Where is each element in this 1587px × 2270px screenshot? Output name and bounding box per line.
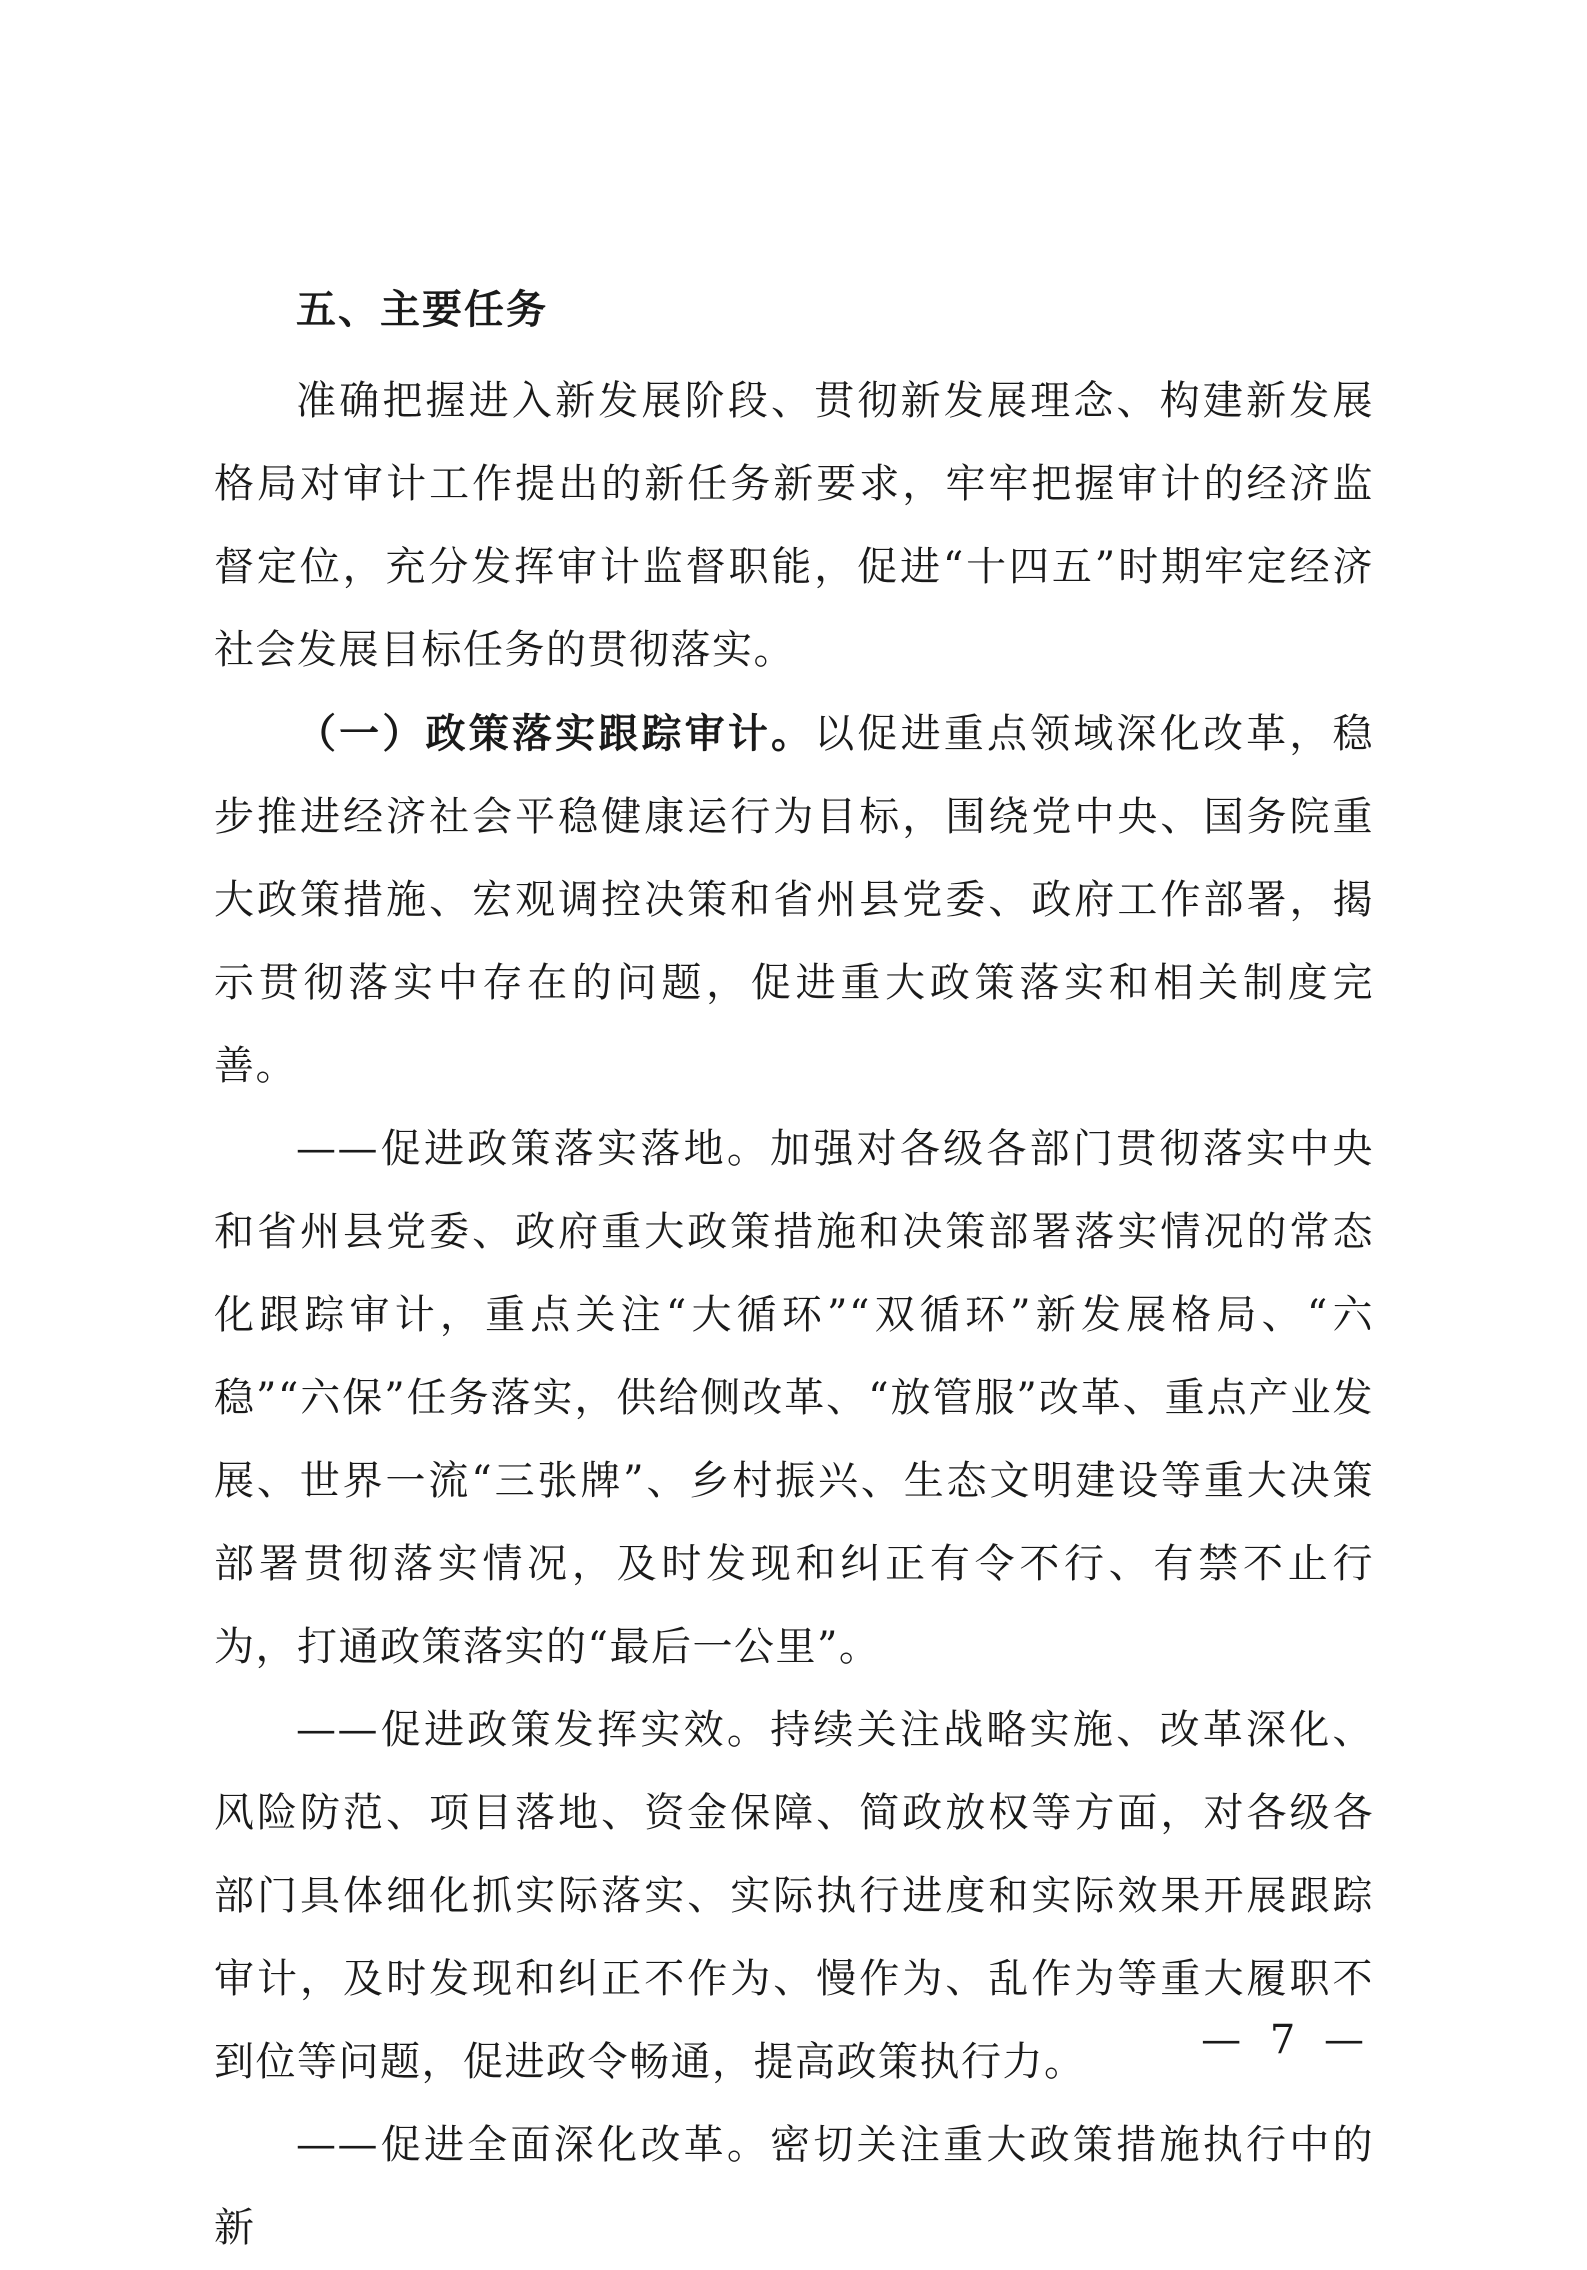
section-heading: 五、主要任务 [296, 287, 548, 333]
paragraph-text: ——促进政策发挥实效。持续关注战略实施、改革深化、风险防范、项目落地、资金保障、简政放权等方面，对各级各部门具体细化抓实际落实、实际执行进度和实际效果开展跟踪审计，及时发现和纠正不作为、慢作为、乱作为等重大履职不到位等问题，促进政令畅通，提高政策执行力。 [214, 1707, 1374, 2085]
paragraph-text: 准确把握进入新发展阶段、贯彻新发展理念、构建新发展格局对审计工作提出的新任务新要求，牢牢把握审计的经济监督定位，充分发挥审计监督职能，促进“十四五”时期牢定经济社会发展目标任务的贯彻落实。 [214, 378, 1374, 673]
paragraph-intro [214, 360, 1374, 692]
document-body [214, 280, 1374, 2270]
paragraph-text: 以促进重点领域深化改革，稳步推进经济社会平稳健康运行为目标，围绕党中央、国务院重大政策措施、宏观调控决策和省州县党委、政府工作部署，揭示贯彻落实中存在的问题，促进重大政策落实和相关制度完善。 [214, 711, 1374, 1089]
paragraph-policy-implementation [214, 1108, 1374, 1689]
paragraph-text: ——促进政策落实落地。加强对各级各部门贯彻落实中央和省州县党委、政府重大政策措施和决策部署落实情况的常态化跟踪审计，重点关注“大循环”“双循环”新发展格局、“六稳”“六保”任务落实，供给侧改革、“放管服”改革、重点产业发展、世界一流“三张牌”、乡村振兴、生态文明建设等重大决策部署贯彻落实情况，及时发现和纠正有令不行、有禁不止行为，打通政策落实的“最后一公里”。 [214, 1126, 1374, 1670]
paragraph-policy-effectiveness [214, 1689, 1374, 2104]
paragraph-text: ——促进全面深化改革。密切关注重大政策措施执行中的新 [214, 2122, 1374, 2251]
paragraph-policy-audit [214, 692, 1374, 1108]
paragraph-deepen-reform [214, 2104, 1374, 2270]
paragraph-lead: （一）政策落实跟踪审计。 [296, 710, 815, 757]
page-number: — 7 — [1201, 2017, 1372, 2063]
